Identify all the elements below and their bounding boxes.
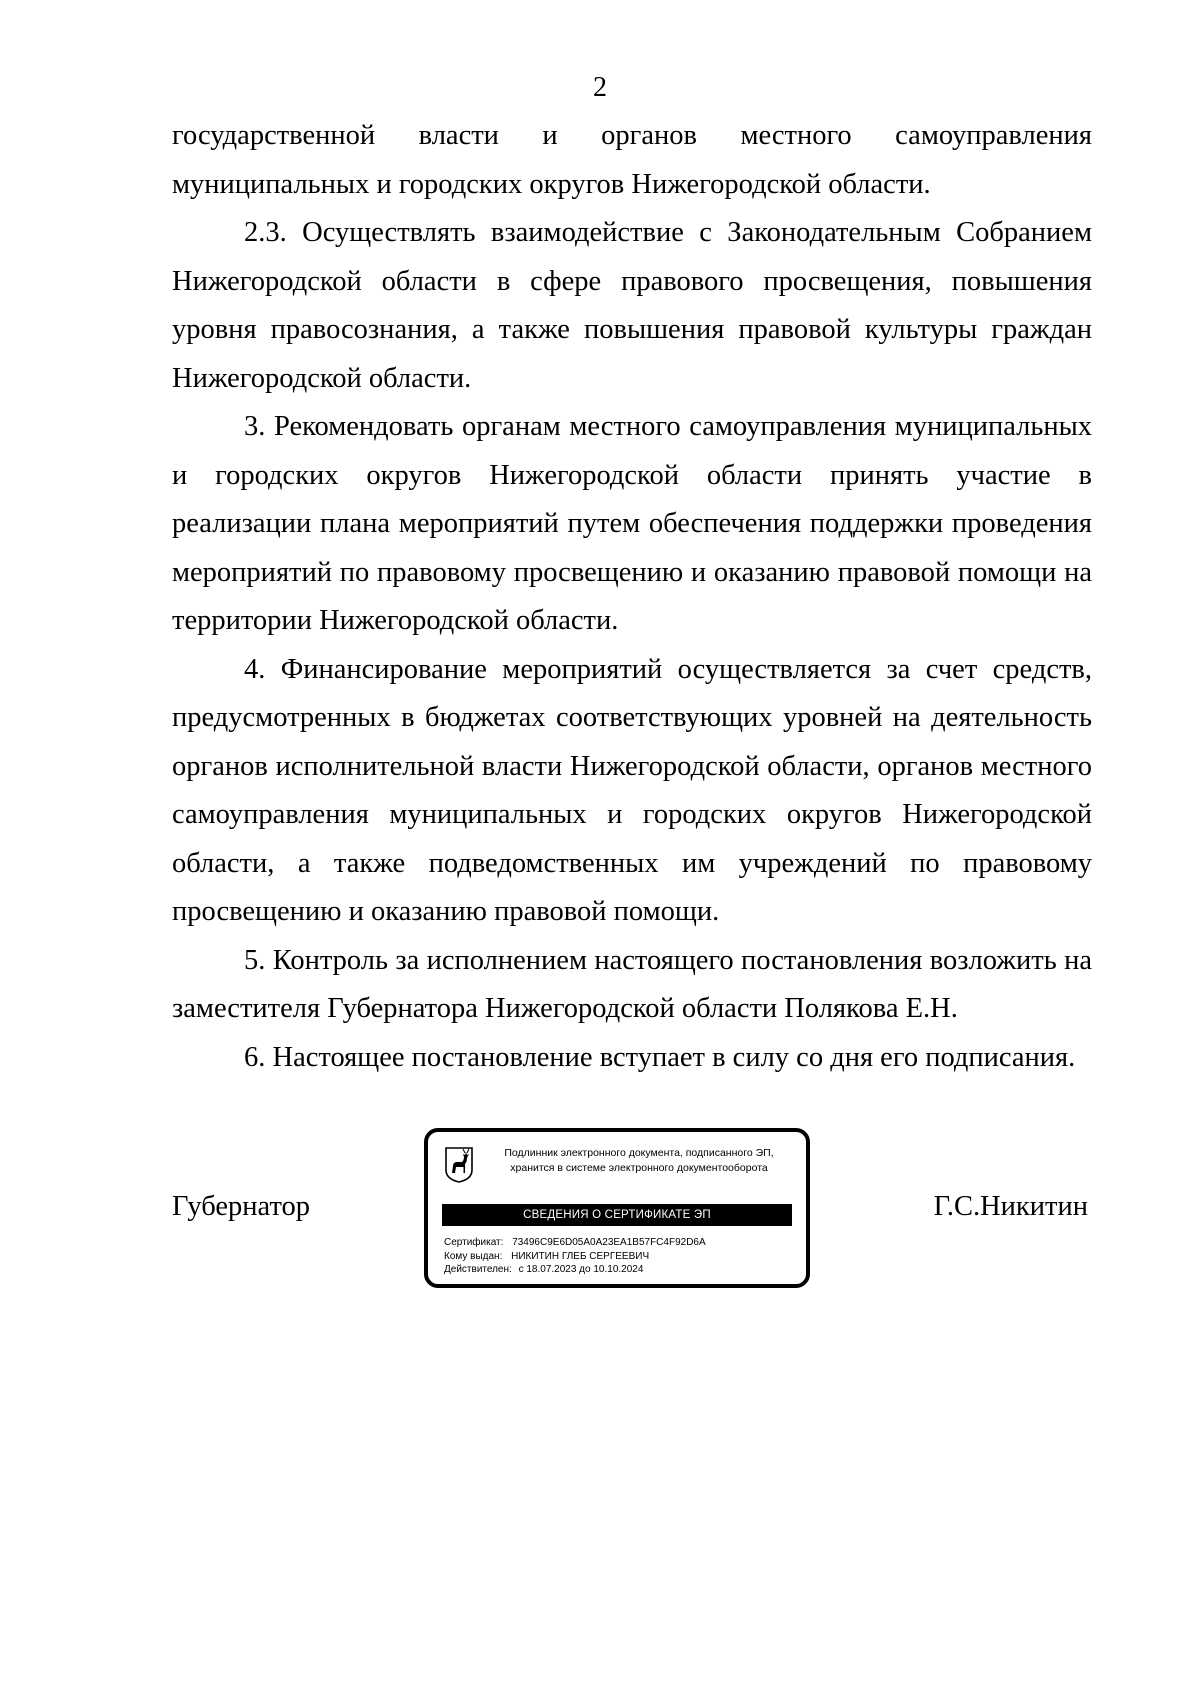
stamp-header: СВЕДЕНИЯ О СЕРТИФИКАТЕ ЭП	[442, 1204, 792, 1226]
issued-to-label: Кому выдан:	[444, 1250, 503, 1262]
certificate-row	[444, 1236, 794, 1250]
stamp-note	[482, 1146, 796, 1176]
validity-label: Действителен:	[444, 1264, 512, 1275]
certificate-details	[444, 1236, 794, 1277]
electronic-signature-stamp	[424, 1128, 810, 1288]
paragraph-4: 4. Финансирование мероприятий осуществляется за счет средств, предусмотренных в бюджетах соответствующих уровней на деятельность органов исполнительной власти Нижегородской области, органов местного самоуправления муниципальных и городских округов Нижегородской области, а также подведомственных им учреждений по правовому просвещению и оказанию правовой помощи.	[172, 653, 1092, 927]
paragraph-continuation: государственной власти и органов местного самоуправления муниципальных и городских округов Нижегородской области.	[172, 120, 1092, 200]
certificate-value: 73496C9E6D05A0A23EA1B57FC4F92D6A	[512, 1237, 706, 1248]
paragraph-5: 5. Контроль за исполнением настоящего постановления возложить на заместителя Губернатора Нижегородской области Полякова Е.Н.	[172, 944, 1092, 1024]
signatory-position: Губернатор	[172, 1191, 311, 1222]
page-number: 2	[593, 72, 607, 103]
validity-value: с 18.07.2023 до 10.10.2024	[518, 1264, 644, 1275]
paragraph-2-3: 2.3. Осуществлять взаимодействие с Законодательным Собранием Нижегородской области в сфере правового просвещения, повышения уровня правосознания, а также повышения правовой культуры граждан Нижегородской области.	[172, 217, 1092, 394]
issued-to-value: НИКИТИН ГЛЕБ СЕРГЕЕВИЧ	[511, 1250, 650, 1262]
stamp-note-line-2: хранится в системе электронного документооборота	[510, 1162, 768, 1174]
signatory-name: Г.С.Никитин	[933, 1191, 1088, 1222]
stamp-note-line-1: Подлинник электронного документа, подписанного ЭП,	[504, 1147, 774, 1159]
nizhny-novgorod-deer-emblem-icon	[444, 1146, 474, 1184]
paragraph-6: 6. Настоящее постановление вступает в силу со дня его подписания.	[244, 1041, 1076, 1073]
validity-row	[444, 1263, 794, 1277]
document-body	[172, 112, 1092, 1082]
certificate-label: Сертификат:	[444, 1237, 504, 1248]
issued-to-row	[444, 1250, 794, 1264]
paragraph-3: 3. Рекомендовать органам местного самоуправления муниципальных и городских округов Нижегородской области принять участие в реализации плана мероприятий путем обеспечения поддержки проведения мероприятий по правовому просвещению и оказанию правовой помощи на территории Нижегородской области.	[172, 411, 1092, 636]
